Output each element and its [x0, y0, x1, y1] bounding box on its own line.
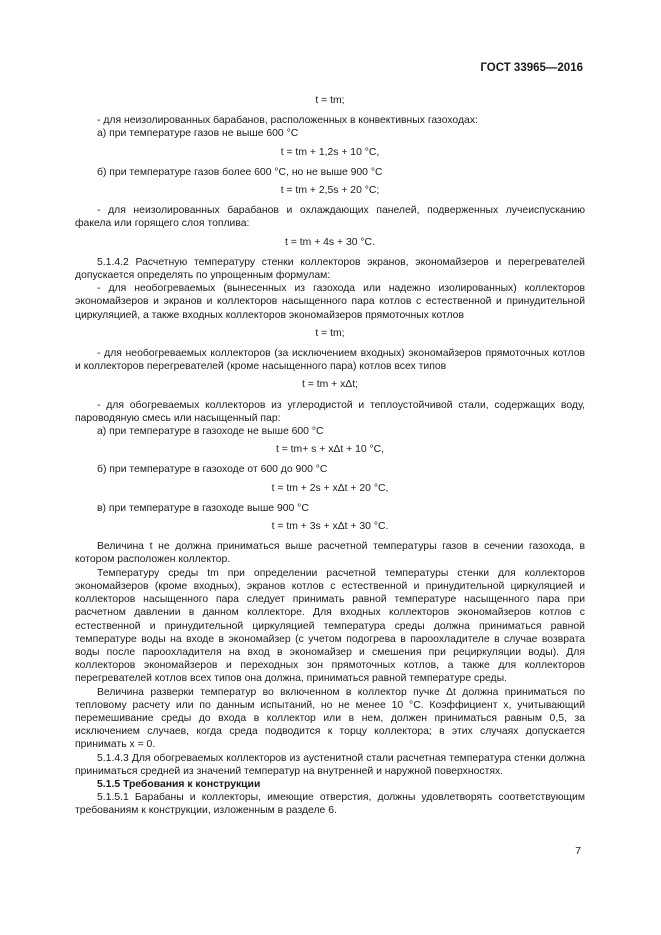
paragraph: 5.1.5.1 Барабаны и коллекторы, имеющие отверстия, должны удовлетворять соответствующим требованиям к конструкции, изложенным в разделе 6. — [75, 792, 585, 817]
paragraph: Величина t не должна приниматься выше расчетной температуры газов в сечении газохода, в котором расположен коллектор. — [75, 541, 585, 566]
paragraph: Температуру среды tm при определении расчетной температуры стенки для коллекторов экономайзеров (кроме входных), экранов котлов с естественной и принудительной циркуляцией и коллекторов насыщенного пара следует принимать равной температуре насыщенного пара при расчетном давлении в данном коллекторе. Для входных коллекторов экономайзеров котлов с естественной и принудительной циркуляцией температура среды должна приниматься равной температуре воды на входе в экономайзер (с учетом подогрева в пароохладителе в случае возврата воды после пароохладителя на вход в экономайзер и смешения при рециркуляции воды). Для коллекторов экономайзеров и переходных зон прямоточных котлов, а также для коллекторов перегревателей котлов всех типов она должна, приниматься равной температуре среды. — [75, 567, 585, 685]
formula: t = tm; — [315, 95, 345, 106]
paragraph: б) при температуре в газоходе от 600 до 900 °С — [97, 464, 328, 476]
paragraph: - для неизолированных барабанов и охлаждающих панелей, подверженных лучеиспусканию факела или горящего слоя топлива: — [75, 205, 585, 230]
formula: t = tm + xΔt; — [301, 379, 359, 391]
paragraph: - для неизолированных барабанов, расположенных в конвективных газоходах: — [97, 115, 478, 127]
paragraph: а) при температуре газов не выше 600 °С — [97, 128, 299, 140]
paragraph: б) при температуре газов более 600 °С, но не выше 900 °С — [97, 166, 383, 178]
formula: t = tm + 2,5s + 20 °С; — [280, 185, 380, 197]
paragraph: Величина разверки температур во включенном в коллектор пучке Δt должна приниматься по тепловому расчету или по данным испытаний, но не менее 10 °С. Коэффициент x, учитывающий перемешивание среды до входа в коллектор или в нем, должен приниматься равным 0,5, за исключением случаев, когда среда подводится к торцу коллектора; в этих случаях допускается принимать x = 0. — [75, 686, 585, 751]
document-id: ГОСТ 33965—2016 — [480, 62, 583, 74]
formula: t = tm + 3s + xΔt + 30 °С. — [271, 521, 389, 533]
paragraph: - для обогреваемых коллекторов из углеродистой и теплоустойчивой стали, содержащих воду, пароводяную смесь или насыщенный пар: — [75, 399, 585, 424]
section-heading: 5.1.5 Требования к конструкции — [97, 778, 261, 790]
paragraph: 5.1.4.2 Расчетную температуру стенки коллекторов экранов, экономайзеров и перегревателей допускается определять по упрощенным формулам: — [75, 256, 585, 282]
formula: t = tm + 2s + xΔt + 20 °С, — [271, 482, 389, 494]
formula: t = tm + 4s + 30 °С. — [285, 236, 375, 248]
document-body — [75, 89, 585, 818]
paragraph: а) при температуре в газоходе не выше 600 °С — [97, 426, 324, 438]
paragraph: в) при температуре в газоходе выше 900 °С — [97, 502, 309, 514]
page-number: 7 — [575, 846, 581, 857]
paragraph: - для необогреваемых коллекторов (за исключением входных) экономайзеров прямоточных котлов и коллекторов перегревателей (кроме насыщенного пара) котлов всех типов — [75, 348, 585, 373]
formula: t = tm + 1,2s + 10 °С, — [280, 146, 380, 158]
formula: t = tm; — [315, 327, 345, 339]
paragraph: - для необогреваемых (вынесенных из газохода или надежно изолированных) коллекторов экономайзеров и экранов и коллекторов насыщенного пара котлов с естественной и принудительной циркуляцией, а также входных коллекторов экономайзеров прямоточных котлов — [75, 283, 585, 321]
formula: t = tm+ s + xΔt + 10 °С, — [275, 444, 385, 456]
paragraph: 5.1.4.3 Для обогреваемых коллекторов из аустенитной стали расчетная температура стенки должна приниматься средней из значений температур на внутренней и наружной поверхностях. — [75, 752, 585, 777]
